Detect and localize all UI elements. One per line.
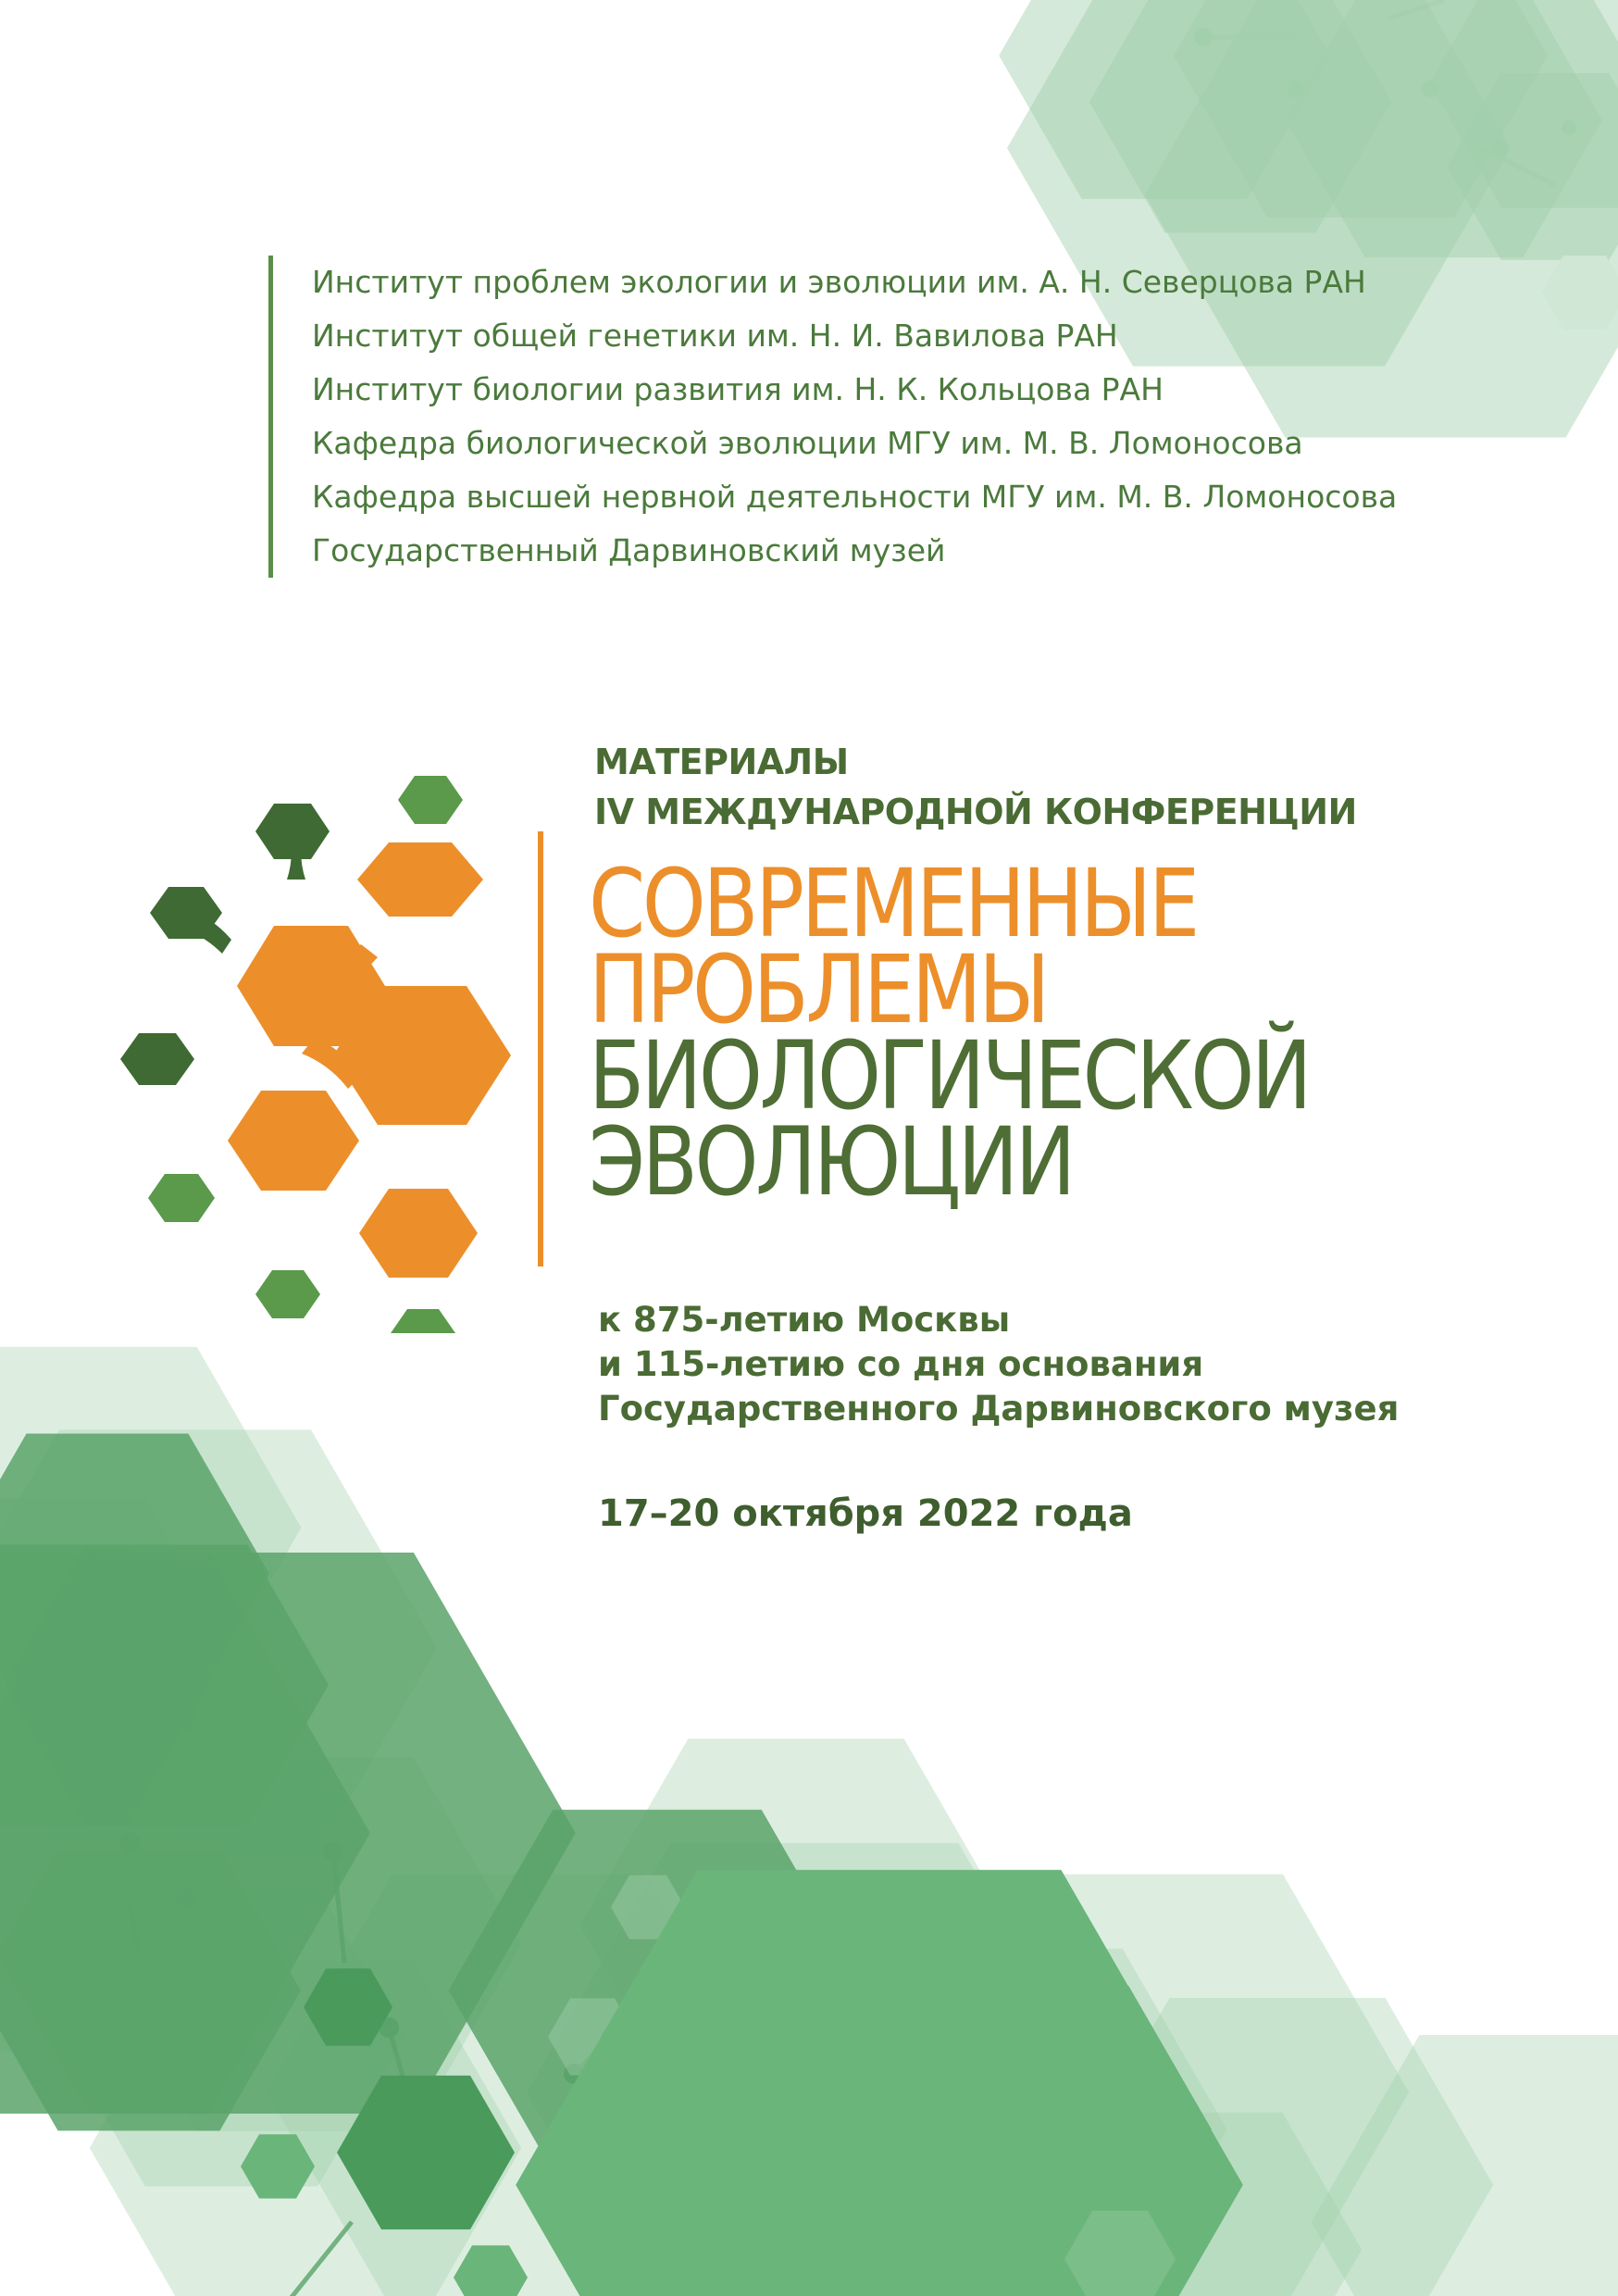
logo-hexagon [357, 842, 483, 917]
dedication-line: и 115-летию со дня основания [598, 1344, 1204, 1384]
logo-hexagon [120, 1033, 194, 1085]
conference-dates: 17–20 октября 2022 года [598, 1492, 1133, 1535]
title-line: БИОЛОГИЧЕСКОЙ [589, 1021, 1310, 1131]
title-line: ПРОБЛЕМЫ [589, 935, 1048, 1045]
logo-hexagon [391, 1309, 455, 1333]
dedication [598, 1298, 1399, 1431]
logo-hexagon [228, 1091, 359, 1191]
logo-hexagon [148, 1174, 215, 1222]
logo-hexagon [359, 1189, 478, 1278]
dedication-line: к 875-летию Москвы [598, 1300, 1011, 1340]
conference-title [589, 849, 1310, 1217]
institution-item: Кафедра высшей нервной деятельности МГУ им. М. В. Ломоносова [312, 479, 1398, 515]
logo-orange-hexagons [228, 842, 511, 1278]
conference-logo [120, 759, 528, 1333]
title-line: ЭВОЛЮЦИИ [589, 1107, 1073, 1217]
heading-line: МАТЕРИАЛЫ [594, 742, 849, 782]
dedication-line: Государственного Дарвиновского музея [598, 1389, 1400, 1429]
institution-item: Институт биологии развития им. Н. К. Кольцова РАН [312, 371, 1164, 407]
title-line: СОВРЕМЕННЫЕ [589, 849, 1197, 959]
logo-hexagon [255, 804, 330, 859]
institution-item: Кафедра биологической эволюции МГУ им. М. В. Ломоносова [312, 425, 1303, 461]
conference-heading [594, 737, 1357, 837]
heading-line: IV МЕЖДУНАРОДНОЙ КОНФЕРЕНЦИИ [594, 792, 1357, 832]
institutions-list [268, 256, 1397, 578]
institution-item: Институт проблем экологии и эволюции им. А. Н. Северцова РАН [312, 264, 1366, 300]
logo-hexagon [398, 776, 463, 824]
logo-hexagon [255, 1270, 320, 1318]
institution-item: Институт общей генетики им. Н. И. Вавилова РАН [312, 318, 1118, 354]
institution-item: Государственный Дарвиновский музей [312, 532, 946, 568]
title-accent-bar [538, 831, 543, 1267]
